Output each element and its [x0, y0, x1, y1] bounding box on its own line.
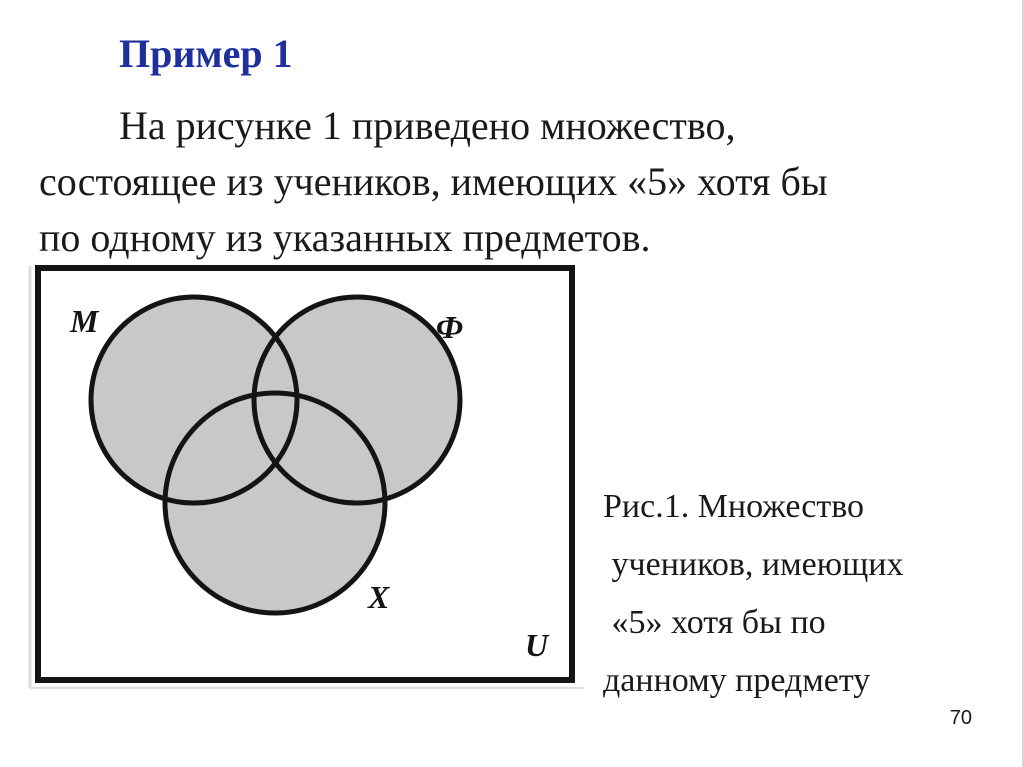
- set-m-label: М: [70, 303, 99, 339]
- page-number: 70: [949, 707, 972, 729]
- intro-line: по одному из указанных предметов.: [39, 215, 651, 260]
- intro-line: состоящее из учеников, имеющих «5» хотя бы: [39, 159, 828, 204]
- caption-line: учеников, имеющих: [603, 546, 904, 583]
- intro-paragraph: [39, 98, 999, 266]
- set-x-label: Х: [368, 579, 390, 615]
- set-f-label: Ф: [436, 309, 464, 345]
- caption-line: данному предмету: [603, 662, 871, 699]
- intro-line: На рисунке 1 приведено множество,: [119, 103, 736, 148]
- caption-line: Рис.1. Множество: [603, 488, 865, 525]
- caption-line: «5» хотя бы по: [603, 604, 826, 641]
- venn-diagram: [28, 260, 588, 692]
- figure-caption: [603, 478, 1003, 710]
- slide-title: Пример 1: [119, 31, 293, 76]
- set-u-label: U: [525, 627, 549, 663]
- venn-fills: [91, 297, 460, 613]
